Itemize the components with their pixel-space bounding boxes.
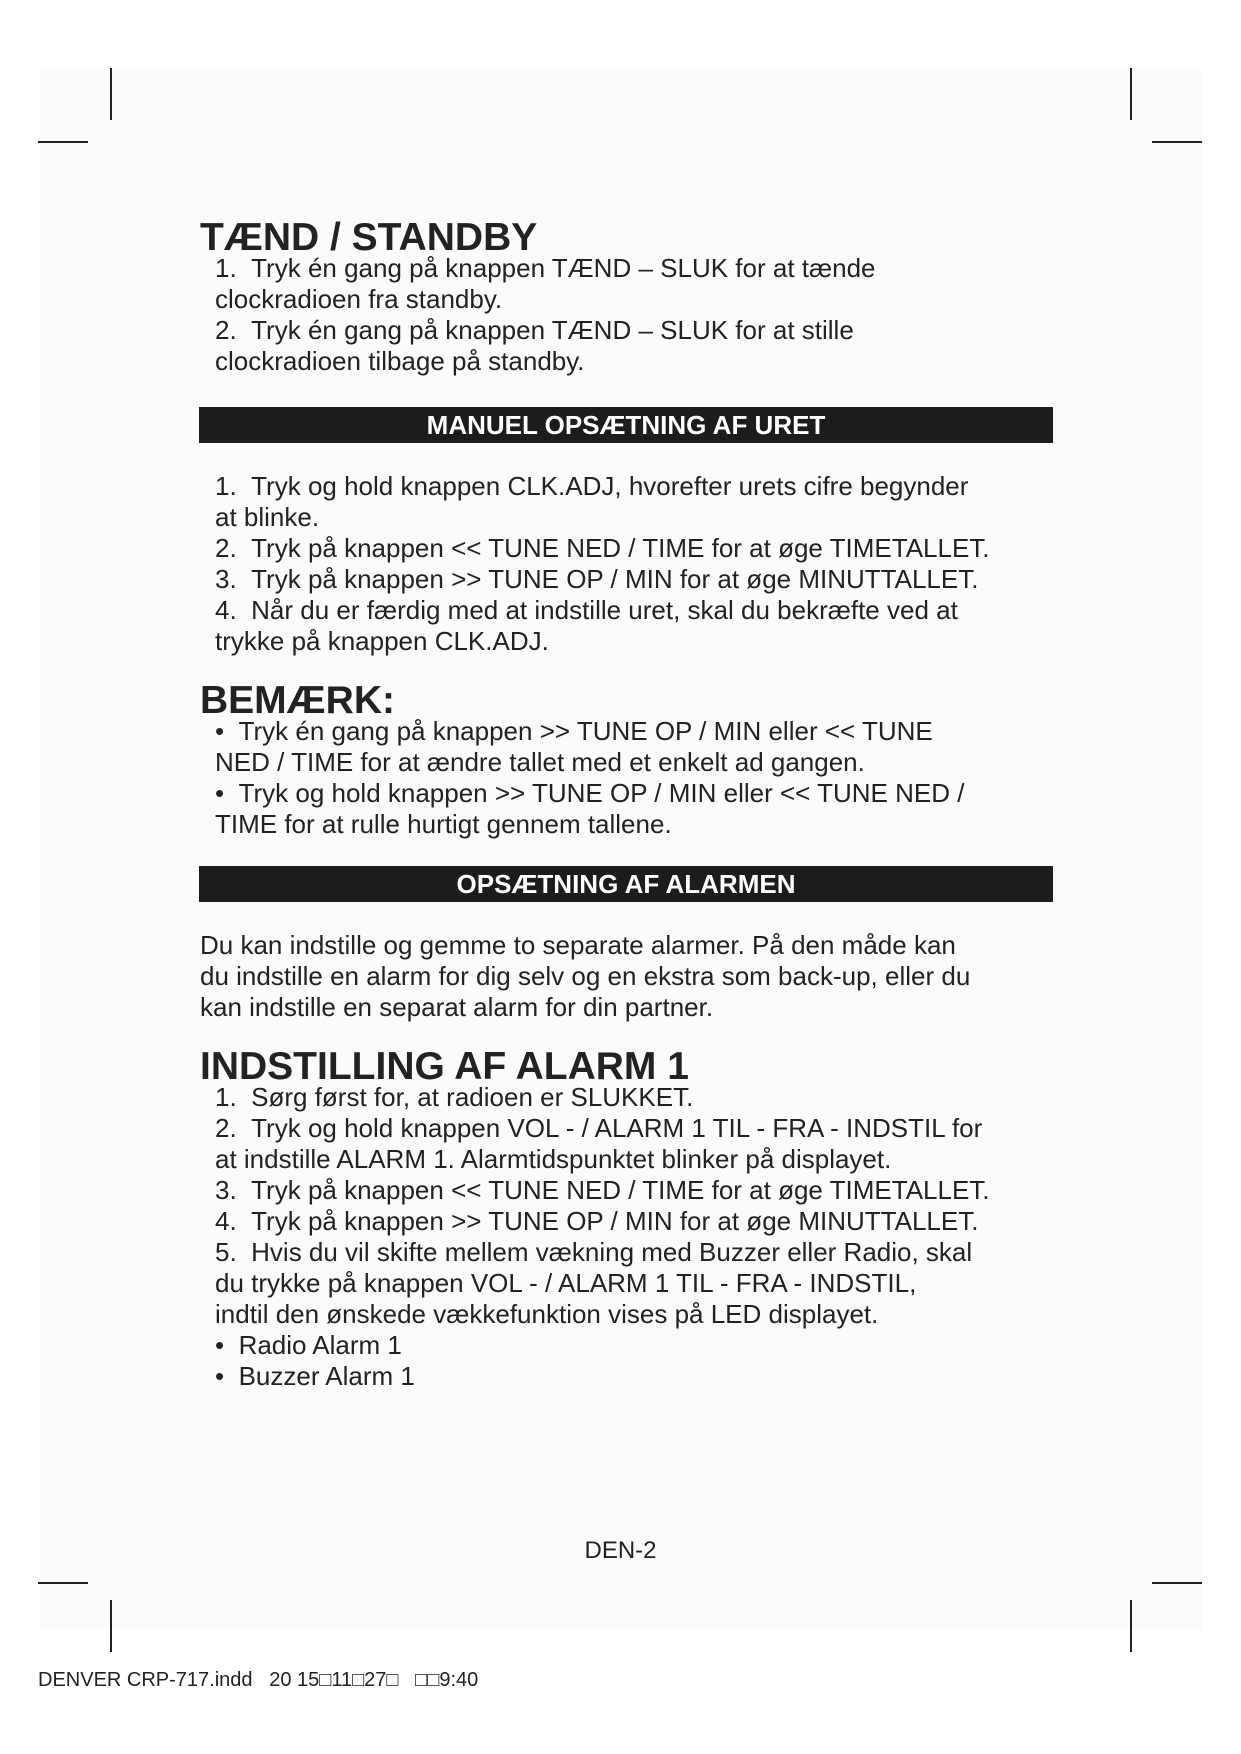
manual-clock-steps bbox=[200, 471, 1052, 657]
step-number: 2. bbox=[215, 1113, 237, 1143]
alarm-intro bbox=[200, 930, 1052, 1023]
list-item bbox=[200, 1237, 1052, 1330]
list-item bbox=[200, 595, 1052, 657]
paragraph-line: du indstille en alarm for dig selv og en ekstra som back-up, eller du bbox=[200, 961, 971, 991]
step-text: Tryk og hold knappen CLK.ADJ, hvorefter urets cifre begynder bbox=[251, 471, 969, 501]
step-text: Tryk på knappen >> TUNE OP / MIN for at øge MINUTTALLET. bbox=[251, 1206, 979, 1236]
list-item bbox=[200, 253, 1052, 315]
step-number: 4. bbox=[215, 1206, 237, 1236]
bullet: • bbox=[215, 1361, 225, 1391]
list-item bbox=[200, 1082, 1052, 1113]
note-section bbox=[200, 679, 1052, 840]
list-item bbox=[200, 533, 1052, 564]
list-item bbox=[200, 1206, 1052, 1237]
list-item bbox=[200, 1113, 1052, 1175]
alarm1-heading: INDSTILLING AF ALARM 1 bbox=[200, 1045, 689, 1088]
paragraph-line: Du kan indstille og gemme to separate alarmer. På den måde kan bbox=[200, 930, 956, 960]
note-text: Tryk én gang på knappen >> TUNE OP / MIN eller << TUNE bbox=[238, 716, 933, 746]
alarm-setup-banner: OPSÆTNING AF ALARMEN bbox=[199, 866, 1053, 902]
standby-heading: TÆND / STANDBY bbox=[200, 216, 538, 259]
step-text: Hvis du vil skifte mellem vækning med Buzzer eller Radio, skal bbox=[251, 1237, 973, 1267]
page-number: DEN-2 bbox=[584, 1537, 657, 1564]
bullet: • bbox=[215, 716, 225, 746]
step-text: Tryk én gang på knappen TÆND – SLUK for at stille bbox=[251, 315, 854, 345]
crop-mark bbox=[38, 1582, 88, 1584]
step-text-continued: at indstille ALARM 1. Alarmtidspunktet blinker på displayet. bbox=[215, 1144, 892, 1174]
note-text-continued: TIME for at rulle hurtigt gennem tallene. bbox=[215, 809, 672, 839]
alarm1-section bbox=[200, 1045, 1052, 1392]
crop-mark bbox=[1152, 141, 1202, 143]
step-text-continued: du trykke på knappen VOL - / ALARM 1 TIL - FRA - INDSTIL, bbox=[215, 1268, 917, 1298]
step-text-continued: at blinke. bbox=[215, 502, 320, 532]
manual-clock-banner: MANUEL OPSÆTNING AF URET bbox=[199, 407, 1053, 443]
step-text-continued: trykke på knappen CLK.ADJ. bbox=[215, 626, 549, 656]
standby-section bbox=[200, 216, 1052, 377]
crop-mark bbox=[38, 141, 88, 143]
crop-mark bbox=[1130, 68, 1132, 120]
step-number: 3. bbox=[215, 1175, 237, 1205]
note-text: Tryk og hold knappen >> TUNE OP / MIN eller << TUNE NED / bbox=[238, 778, 965, 808]
crop-mark bbox=[110, 1600, 112, 1652]
alarm-option: Buzzer Alarm 1 bbox=[238, 1361, 415, 1391]
step-number: 4. bbox=[215, 595, 237, 625]
step-text: Tryk én gang på knappen TÆND – SLUK for at tænde bbox=[251, 253, 876, 283]
list-item bbox=[200, 1330, 1052, 1361]
step-number: 2. bbox=[215, 533, 237, 563]
step-text-continued: clockradioen fra standby. bbox=[215, 284, 503, 314]
step-text: Tryk på knappen << TUNE NED / TIME for at øge TIMETALLET. bbox=[251, 533, 990, 563]
step-text: Når du er færdig med at indstille uret, skal du bekræfte ved at bbox=[251, 595, 958, 625]
list-item bbox=[200, 564, 1052, 595]
list-item bbox=[200, 471, 1052, 533]
print-slug: DENVER CRP-717.indd 20 15□11□27□ □□9:40 bbox=[38, 1669, 479, 1691]
list-item bbox=[200, 778, 1052, 840]
step-text: Tryk på knappen << TUNE NED / TIME for at øge TIMETALLET. bbox=[251, 1175, 990, 1205]
paragraph-line: kan indstille en separat alarm for din partner. bbox=[200, 992, 714, 1022]
step-text: Tryk og hold knappen VOL - / ALARM 1 TIL - FRA - INDSTIL for bbox=[251, 1113, 983, 1143]
step-number: 2. bbox=[215, 315, 237, 345]
bullet: • bbox=[215, 1330, 225, 1360]
bullet: • bbox=[215, 778, 225, 808]
step-text-continued: indtil den ønskede vækkefunktion vises på LED displayet. bbox=[215, 1299, 879, 1329]
crop-mark bbox=[1152, 1582, 1202, 1584]
list-item bbox=[200, 1175, 1052, 1206]
standby-steps bbox=[200, 253, 1052, 377]
list-item bbox=[200, 1361, 1052, 1392]
note-list bbox=[200, 716, 1052, 840]
step-text-continued: clockradioen tilbage på standby. bbox=[215, 346, 585, 376]
note-heading: BEMÆRK: bbox=[200, 679, 395, 722]
step-number: 1. bbox=[215, 253, 237, 283]
list-item bbox=[200, 716, 1052, 778]
step-text: Sørg først for, at radioen er SLUKKET. bbox=[251, 1082, 694, 1112]
crop-mark bbox=[1130, 1600, 1132, 1652]
alarm-option: Radio Alarm 1 bbox=[238, 1330, 402, 1360]
step-number: 1. bbox=[215, 471, 237, 501]
list-item bbox=[200, 315, 1052, 377]
crop-mark bbox=[110, 68, 112, 120]
manual-content bbox=[200, 216, 1052, 1392]
step-number: 3. bbox=[215, 564, 237, 594]
note-text-continued: NED / TIME for at ændre tallet med et enkelt ad gangen. bbox=[215, 747, 865, 777]
step-number: 5. bbox=[215, 1237, 237, 1267]
step-number: 1. bbox=[215, 1082, 237, 1112]
step-text: Tryk på knappen >> TUNE OP / MIN for at øge MINUTTALLET. bbox=[251, 564, 979, 594]
alarm1-steps bbox=[200, 1082, 1052, 1392]
